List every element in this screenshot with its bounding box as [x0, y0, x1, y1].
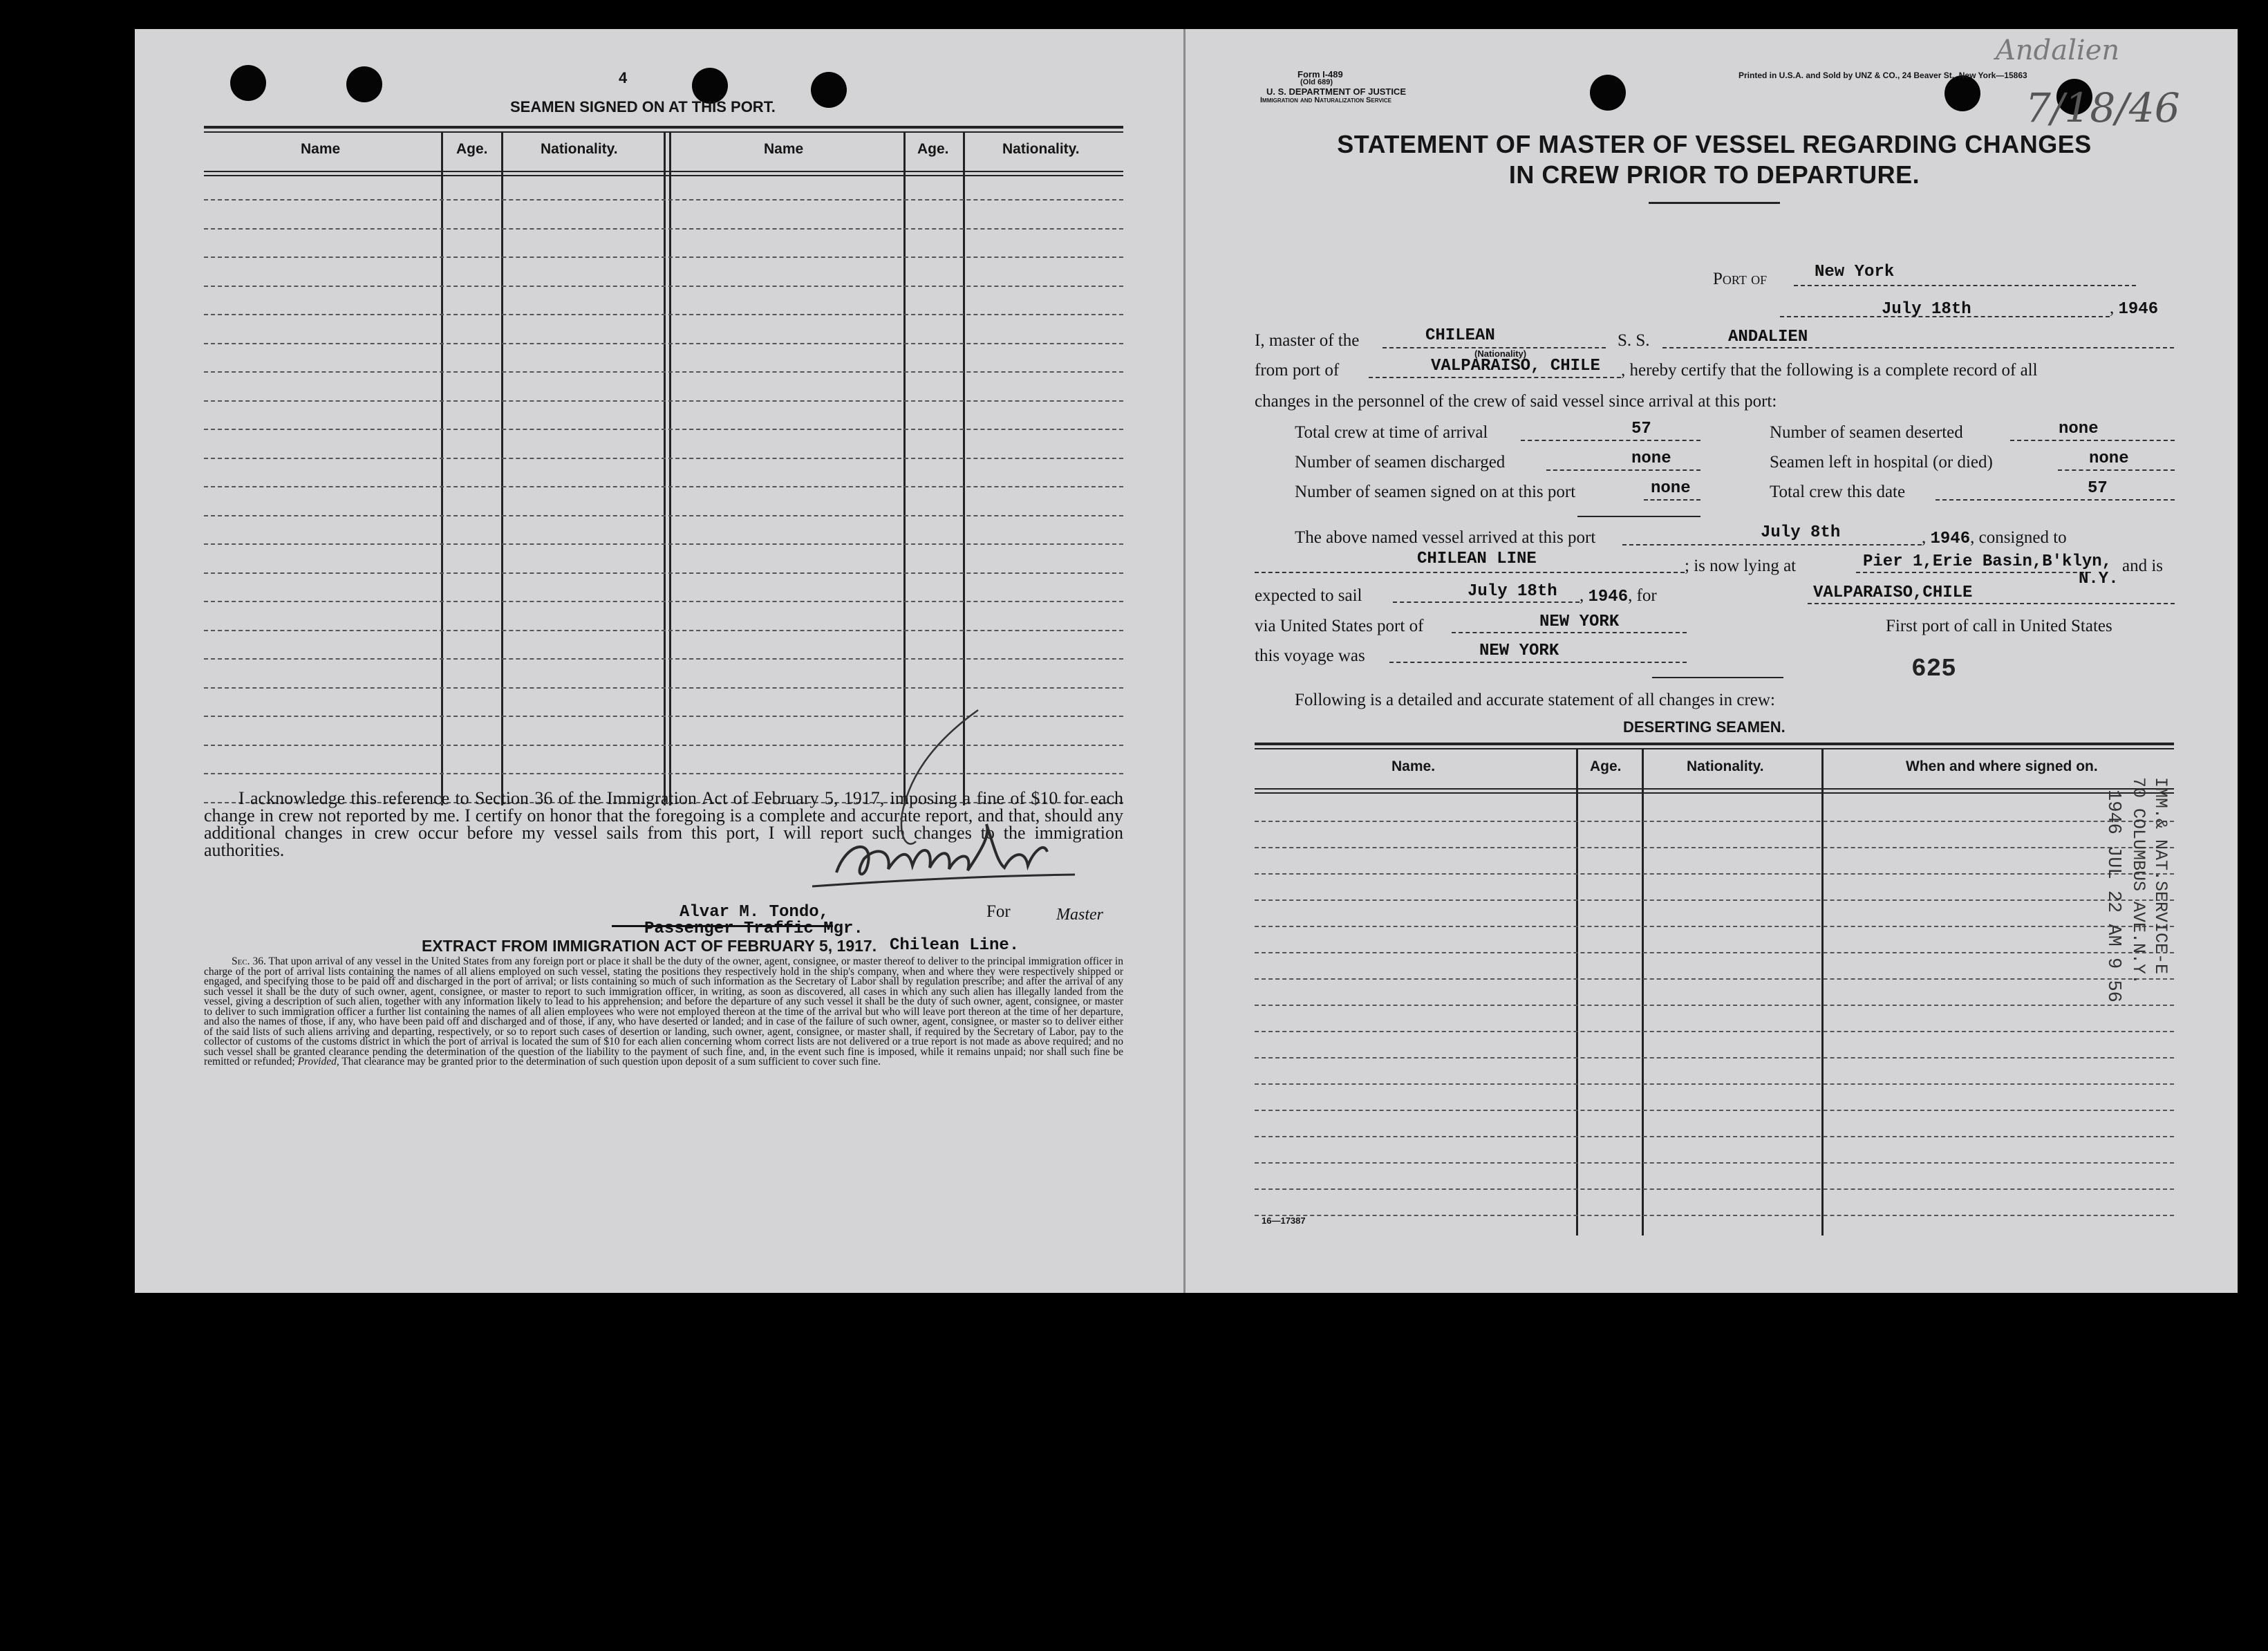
- changes-text: changes in the personnel of the crew of said vessel since arrival at this port:: [1255, 392, 1777, 411]
- arrived-line: [1622, 544, 1922, 545]
- table-row: [204, 687, 1123, 689]
- signer-title: Passenger Traffic Mgr.: [644, 920, 863, 938]
- table-row: [1255, 1031, 2174, 1032]
- table-row: [1255, 1215, 2174, 1216]
- form-old-number: (Old 689): [1300, 78, 1333, 86]
- discharged-label: Number of seamen discharged: [1295, 453, 1506, 472]
- signed-on-label: Number of seamen signed on at this port: [1295, 483, 1576, 501]
- table-row: [204, 601, 1123, 602]
- from-port-label: from port of: [1255, 361, 1340, 380]
- deserted-label: Number of seamen deserted: [1770, 423, 1963, 442]
- voyage-line: [1389, 662, 1687, 663]
- total-crew-date-value: 57: [2088, 479, 2108, 498]
- acknowledgement-text: I acknowledge this reference to Section 36 of the Immigration Act of February 5, 1917, imposing a fine of $10 for each change in crew not reported by me. I certify on honor that the foregoing is a complete and accurate report, and that, should any additional changes in crew occur before my vessel sails from this port, I will report such changes to the immigration authorities.: [204, 788, 1123, 860]
- table-row: [1255, 926, 2174, 927]
- right-page: [1185, 29, 2238, 1293]
- table-row: [1255, 1136, 2174, 1137]
- department: U. S. DEPARTMENT OF JUSTICE: [1266, 86, 1406, 97]
- arrived-year-value: 1946: [1930, 530, 1971, 548]
- for-label: , for: [1628, 586, 1657, 605]
- deserting-table-top-rule: [1255, 748, 2174, 749]
- nationality-value: CHILEAN: [1425, 326, 1495, 345]
- page-number: 4: [619, 69, 628, 86]
- received-stamp-date: 1946 JUL 22 AM 9 56: [2103, 790, 2124, 1002]
- table-row: [204, 572, 1123, 574]
- table-row: [204, 228, 1123, 230]
- col-header-nationality: Nationality.: [541, 141, 618, 157]
- table-top-rule: [204, 126, 1123, 129]
- table-row: [204, 658, 1123, 660]
- vessel-name: ANDALIEN: [1728, 328, 1808, 346]
- col-header-name-2: Name: [764, 141, 804, 157]
- section-36-text: [204, 957, 1123, 1067]
- column-divider: [441, 131, 443, 805]
- consignee-line: [1255, 572, 1685, 573]
- lying-value: Pier 1,Erie Basin,B'klyn,: [1863, 552, 2112, 571]
- and-is-label: and is: [2122, 557, 2164, 575]
- destination-value: VALPARAISO,CHILE: [1813, 584, 1973, 602]
- table-row: [204, 515, 1123, 516]
- title-rule: [1649, 202, 1780, 204]
- table-row: [204, 400, 1123, 402]
- date-year: , 1946: [2110, 299, 2159, 319]
- expected-label: expected to sail: [1255, 586, 1362, 605]
- left-page: [135, 29, 1185, 1293]
- company-name: Chilean Line.: [890, 936, 1020, 955]
- table-row: [1255, 1188, 2174, 1190]
- table-row: [1255, 952, 2174, 953]
- certify-text: , hereby certify that the following is a complete record of all: [1621, 361, 2038, 380]
- table-row: [204, 199, 1123, 200]
- table-row: [1255, 1162, 2174, 1164]
- total-crew-arrival-line: [1521, 440, 1700, 441]
- des-col-when-where: When and where signed on.: [1906, 758, 2098, 774]
- arrived-year: , 1946, consigned to: [1922, 528, 2067, 548]
- punch-hole: [230, 65, 266, 101]
- via-line: [1452, 632, 1687, 633]
- signed-on-heading: SEAMEN SIGNED ON AT THIS PORT.: [510, 98, 776, 115]
- section-label: Sec. 36.: [232, 955, 266, 967]
- deserting-header-rule: [1255, 788, 2174, 790]
- via-label: via United States port of: [1255, 617, 1424, 635]
- hospital-label: Seamen left in hospital (or died): [1770, 453, 1993, 472]
- deserting-table-top-rule: [1255, 743, 2174, 745]
- column-divider: [669, 131, 671, 805]
- consignee-value: CHILEAN LINE: [1417, 550, 1537, 568]
- table-row: [1255, 1005, 2174, 1006]
- table-row: [204, 343, 1123, 344]
- table-row: [204, 458, 1123, 459]
- signed-on-line: [1644, 499, 1700, 501]
- port-line: [1794, 285, 2136, 286]
- sail-year-value: 1946: [1588, 588, 1629, 606]
- lying-label: ; is now lying at: [1685, 557, 1797, 575]
- nationality-hint: (Nationality): [1474, 348, 1527, 359]
- received-stamp-line1: IMM.& NAT.SERVICE-E: [2150, 777, 2171, 975]
- punch-hole: [1944, 75, 1980, 111]
- from-port-value: VALPARAISO, CHILE: [1431, 357, 1600, 375]
- section-tail: That clearance may be granted prior to the determination of such question upon deposit of a sum sufficient to cover such fine.: [341, 1056, 881, 1067]
- des-col-nationality: Nationality.: [1687, 758, 1764, 774]
- form-title-line2: IN CREW PRIOR TO DEPARTURE.: [1508, 160, 1920, 189]
- deserted-line: [2010, 440, 2175, 441]
- form-number: Form I-489: [1297, 69, 1343, 80]
- table-row: [1255, 978, 2174, 980]
- sail-date: July 18th: [1468, 582, 1557, 601]
- master-label: Master: [1056, 906, 1103, 924]
- total-crew-arrival-value: 57: [1631, 420, 1651, 438]
- from-port-line: [1369, 377, 1621, 378]
- first-port-label: First port of call in United States: [1886, 617, 2112, 635]
- table-row: [204, 256, 1123, 258]
- form-title-line1: STATEMENT OF MASTER OF VESSEL REGARDING CHANGES: [1337, 130, 2092, 158]
- voyage-rule: [1652, 677, 1783, 678]
- column-divider: [501, 131, 503, 805]
- table-row: [1255, 821, 2174, 822]
- following-text: Following is a detailed and accurate statement of all changes in crew:: [1295, 691, 1775, 709]
- table-row: [1255, 847, 2174, 848]
- ss-label: S. S.: [1618, 331, 1650, 350]
- lying-value-2: N.Y.: [2079, 570, 2119, 588]
- table-row: [1255, 1083, 2174, 1085]
- port-label: Port of: [1713, 270, 1768, 288]
- footer-code: 16—17387: [1262, 1215, 1306, 1226]
- handwritten-vessel-name: Andalien: [1996, 35, 2120, 66]
- des-col-age: Age.: [1590, 758, 1622, 774]
- punch-hole: [1590, 75, 1626, 111]
- voyage-value: NEW YORK: [1479, 642, 1559, 660]
- number-stamp: 625: [1911, 655, 1956, 683]
- voyage-label: this voyage was: [1255, 646, 1365, 665]
- service-name: Immigration and Naturalization Service: [1260, 96, 1392, 104]
- count-rule: [1577, 516, 1700, 517]
- lying-line: [1856, 572, 2091, 573]
- table-row: [204, 286, 1123, 287]
- received-stamp-line2: 70 COLUMBUS AVE.N.Y.: [2128, 777, 2148, 985]
- col-header-nationality-2: Nationality.: [1002, 141, 1080, 157]
- via-value: NEW YORK: [1539, 613, 1620, 631]
- master-signature: [771, 703, 1144, 904]
- table-row: [1255, 873, 2174, 875]
- total-crew-date-line: [1936, 499, 2175, 501]
- destination-line: [1808, 603, 2175, 604]
- deserting-header-rule: [1255, 792, 2174, 794]
- table-row: [1255, 1057, 2174, 1058]
- deserted-value: none: [2059, 420, 2099, 438]
- date-line: [1780, 316, 2110, 317]
- vessel-line: [1662, 347, 2174, 348]
- section-body: That upon arrival of any vessel in the United States from any foreign port or place it shall be the duty of the owner, agent, consignee, or master thereof to deliver to the principal immigration officer in charge of the port of arrival lists containing the names of all aliens employed on such vessel, stating the positions they respectively hold in the ship's company, when and where they were respectively shipped or engaged, and specifying those to be paid off and discharged in the port of arrival; or lists containing so much of such information as the Secretary of Labor shall by regulation prescribe; and after the arrival of any such vessel it shall be the duty of such owner, agent, consignee, or master to report to such immigration officer, in writing, as soon as discovered, all cases in which any such alien has illegally landed from the vessel, giving a description of such alien, together with any information likely to lead to his apprehension; and before the departure of any such vessel it shall be the duty of such owner, agent, consignee, or master to deliver to such immigration officer a further list containing the names of all alien employees who were not employed thereon at the time of the arrival but who will leave port thereon at the time of her departure, and also the names of those, if any, who have been paid off and discharged and of those, if any, who have deserted or landed; and in case of the failure of such owner, agent, consignee, or master so to deliver either of the said lists of such aliens arriving and departing, respectively, or so to report such cases of desertion or landing, such owner, agent, consignee, or master shall, if required by the Secretary of Labor, pay to the collector of customs of the customs district in which the port of arrival is located the sum of $10 for each alien concerning whom correct lists are not delivered or a true report is not made as above required; and no such vessel shall be granted clearance pending the determination of the question of the liability to the payment of such fine, and, in the event such fine is imposed, while it remains unpaid; nor shall such fine be remitted or refunded;: [204, 955, 1123, 1067]
- discharged-line: [1546, 469, 1700, 471]
- table-row: [204, 371, 1123, 373]
- col-header-age: Age.: [456, 141, 488, 157]
- table-row: [204, 543, 1123, 545]
- table-row: [1255, 1110, 2174, 1111]
- col-header-name: Name: [301, 141, 341, 157]
- provided-label: Provided,: [297, 1056, 339, 1067]
- table-row: [204, 429, 1123, 430]
- sail-year: , 1946, for: [1580, 586, 1657, 606]
- table-row: [204, 314, 1123, 315]
- handwritten-date: 7/18/46: [2025, 84, 2180, 131]
- sail-line: [1393, 601, 1580, 603]
- hospital-value: none: [2089, 449, 2129, 468]
- punch-hole: [811, 72, 847, 108]
- extract-heading: EXTRACT FROM IMMIGRATION ACT OF FEBRUARY 5, 1917.: [422, 937, 877, 955]
- port-value: New York: [1815, 263, 1895, 281]
- table-row: [204, 630, 1123, 631]
- signer-name: Alvar M. Tondo,: [680, 903, 830, 922]
- printer-line: Printed in U.S.A. and Sold by UNZ & CO., 24 Beaver St., New York—15863: [1739, 71, 2027, 80]
- arrived-label: The above named vessel arrived at this port: [1295, 528, 1596, 547]
- signed-on-value: none: [1651, 479, 1691, 498]
- statement-date: July 18th: [1882, 300, 1971, 319]
- for-label: For: [986, 902, 1011, 921]
- consigned-label: , consigned to: [1970, 528, 2067, 547]
- des-col-name: Name.: [1391, 758, 1436, 774]
- discharged-value: none: [1631, 449, 1671, 468]
- deserting-heading: DESERTING SEAMEN.: [1623, 718, 1786, 736]
- punch-hole: [346, 66, 382, 102]
- hospital-line: [2058, 469, 2175, 471]
- master-of-label: I, master of the: [1255, 331, 1360, 350]
- col-header-age-2: Age.: [917, 141, 949, 157]
- column-divider: [664, 131, 666, 805]
- table-row: [1255, 899, 2174, 901]
- date-year-value: 1946: [2118, 300, 2159, 319]
- arrived-value: July 8th: [1761, 523, 1841, 542]
- table-row: [204, 486, 1123, 487]
- total-crew-date-label: Total crew this date: [1770, 483, 1906, 501]
- total-crew-arrival-label: Total crew at time of arrival: [1295, 423, 1488, 442]
